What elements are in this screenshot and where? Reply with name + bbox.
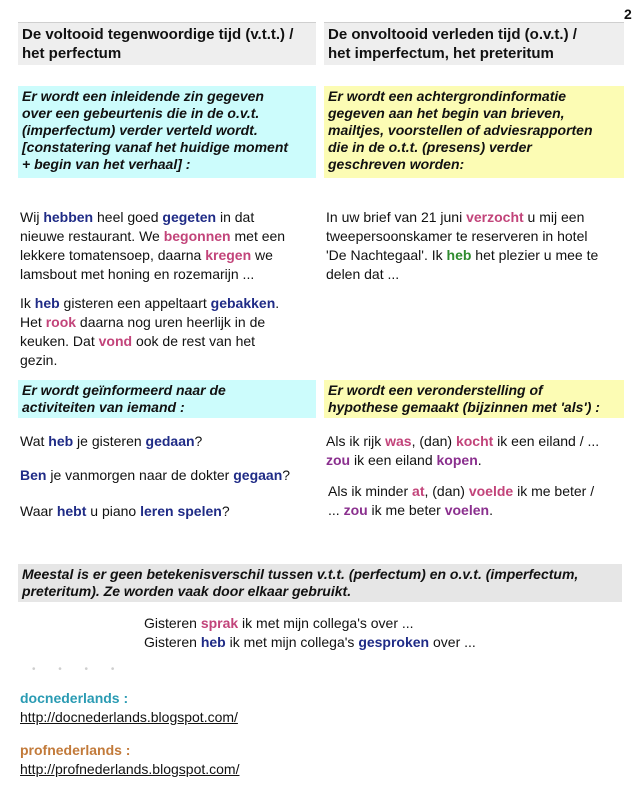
brand-profnederlands: profnederlands : <box>20 742 131 758</box>
text: we <box>251 247 273 263</box>
rule-text: activiteiten van iemand : <box>22 399 185 415</box>
text: , (dan) <box>411 433 456 449</box>
text: Wij <box>20 209 44 225</box>
right-header-line2: het imperfectum, het preteritum <box>328 45 554 62</box>
verb-imperfect: at <box>412 483 425 499</box>
verb-perfect: hebt <box>56 503 87 519</box>
verb-present: heb <box>446 247 472 263</box>
summary-text: Meestal is er geen betekenisverschil tussen v.t.t. (perfectum) en o.v.t. (imperfectum, <box>22 566 579 582</box>
text: delen dat ... <box>326 266 400 282</box>
rule-text: Er wordt een inleidende zin gegeven <box>22 88 264 104</box>
text: heel goed <box>93 209 163 225</box>
verb-perfect: heb <box>200 634 226 650</box>
verb-perfect: heb <box>48 433 74 449</box>
rule-text: Er wordt geïnformeerd naar de <box>22 382 226 398</box>
text: tweepersoonskamer te reserveren in hotel <box>326 228 588 244</box>
example-sprak <box>144 614 414 633</box>
verb-imperfect: voelde <box>468 483 514 499</box>
verb-perfect: Ben <box>20 467 47 483</box>
hypothesis-1 <box>326 432 626 470</box>
verb-conditional: zou <box>326 452 351 468</box>
text: ? <box>221 503 230 519</box>
text: lamsbout met honing en rozemarijn ... <box>20 266 255 282</box>
text: je gisteren <box>73 433 146 449</box>
verb-perfect: spelen <box>177 503 222 519</box>
text: Waar <box>20 503 57 519</box>
right-column-header <box>324 22 624 65</box>
verb-imperfect: verzocht <box>466 209 524 225</box>
rule-text: die in de o.t.t. (presens) verder <box>328 139 532 155</box>
rule-text: (imperfectum) verder verteld wordt. <box>22 122 258 138</box>
rule-text: [constatering vanaf het huidige moment <box>22 139 289 155</box>
rule-text: Er wordt een veronderstelling of <box>328 382 543 398</box>
example-paragraph-letter <box>326 208 626 284</box>
summary-box <box>18 564 622 602</box>
text: . <box>477 452 482 468</box>
text: nieuwe restaurant. We <box>20 228 164 244</box>
rule-text: geschreven worden: <box>328 156 465 172</box>
verb-imperfect: vond <box>98 333 133 349</box>
rule-box-hypothesis <box>324 380 624 418</box>
rule-box-background-info <box>324 86 624 178</box>
text: , (dan) <box>424 483 469 499</box>
text: Gisteren <box>144 615 201 631</box>
rule-box-questions <box>18 380 316 418</box>
text: ik me beter <box>367 502 445 518</box>
text: . <box>489 502 493 518</box>
example-gesproken <box>144 633 476 652</box>
summary-text: preteritum). Ze worden vaak door elkaar gebruikt. <box>22 583 352 599</box>
brand-docnederlands: docnederlands : <box>20 690 129 706</box>
verb-perfect: leren <box>140 503 174 519</box>
text: Als ik minder <box>328 483 413 499</box>
verb-perfect: gegeten <box>162 209 217 225</box>
left-column-header <box>18 22 316 65</box>
decorative-dots: • • • • <box>32 664 125 675</box>
rule-text: mailtjes, voorstellen of adviesrapporten <box>328 122 593 138</box>
question-2 <box>20 466 290 485</box>
left-header-line1: De voltooid tegenwoordige tijd (v.t.t.) / <box>22 26 294 43</box>
verb-perfect: gegaan <box>233 467 283 483</box>
text: Als ik rijk <box>326 433 386 449</box>
rule-text: over een gebeurtenis die in de o.v.t. <box>22 105 260 121</box>
text: ik met mijn collega's <box>225 634 359 650</box>
text: ook de rest van het <box>132 333 256 349</box>
link-profnederlands[interactable]: http://profnederlands.blogspot.com/ <box>20 761 240 777</box>
text: met een <box>230 228 286 244</box>
text: gezin. <box>20 352 58 368</box>
verb-conditional: zou <box>343 502 368 518</box>
text: ... <box>328 502 344 518</box>
text: ik een eiland <box>350 452 437 468</box>
rule-text: Er wordt een achtergrondinformatie <box>328 88 567 104</box>
link-docnederlands[interactable]: http://docnederlands.blogspot.com/ <box>20 709 238 725</box>
text: daarna nog uren heerlijk in de <box>76 314 266 330</box>
text: Het <box>20 314 46 330</box>
text: ? <box>194 433 203 449</box>
verb-imperfect: sprak <box>200 615 239 631</box>
verb-imperfect: was <box>385 433 412 449</box>
verb-imperfect: begonnen <box>163 228 231 244</box>
page-number: 2 <box>624 6 632 22</box>
verb-perfect: hebben <box>43 209 94 225</box>
verb-perfect: heb <box>34 295 60 311</box>
verb-conditional: kopen <box>436 452 478 468</box>
right-header-line1: De onvoltooid verleden tijd (o.v.t.) / <box>328 26 577 43</box>
example-paragraph-restaurant <box>20 208 320 284</box>
text: In uw brief van 21 juni <box>326 209 467 225</box>
verb-conditional: voelen <box>444 502 490 518</box>
text: over ... <box>429 634 476 650</box>
rule-text: hypothese gemaakt (bijzinnen met 'als') : <box>328 399 600 415</box>
question-3 <box>20 502 230 521</box>
verb-perfect: gedaan <box>145 433 195 449</box>
text: ? <box>282 467 291 483</box>
text: keuken. Dat <box>20 333 99 349</box>
text: u piano <box>86 503 141 519</box>
text: ik een eiland / ... <box>493 433 600 449</box>
left-header-line2: het perfectum <box>22 45 122 62</box>
text: ik met mijn collega's over ... <box>238 615 414 631</box>
rule-box-introductory <box>18 86 316 178</box>
verb-imperfect: kregen <box>205 247 252 263</box>
rule-text: + begin van het verhaal] : <box>22 156 191 172</box>
verb-perfect: gebakken <box>210 295 276 311</box>
text: lekkere tomatensoep, daarna <box>20 247 206 263</box>
verb-imperfect: rook <box>45 314 77 330</box>
text: Gisteren <box>144 634 201 650</box>
text: in dat <box>216 209 255 225</box>
example-paragraph-appeltaart <box>20 294 320 370</box>
text: Ik <box>20 295 35 311</box>
text: ik me beter / <box>513 483 595 499</box>
text: Wat <box>20 433 49 449</box>
text: gisteren een appeltaart <box>59 295 211 311</box>
verb-imperfect: kocht <box>455 433 494 449</box>
text: u mij een <box>523 209 585 225</box>
verb-perfect: gesproken <box>358 634 430 650</box>
hypothesis-2 <box>328 482 628 520</box>
rule-text: gegeven aan het begin van brieven, <box>328 105 565 121</box>
text: het plezier u mee te <box>471 247 599 263</box>
text: . <box>275 295 280 311</box>
text: je vanmorgen naar de dokter <box>46 467 234 483</box>
text: 'De Nachtegaal'. Ik <box>326 247 447 263</box>
question-1 <box>20 432 202 451</box>
